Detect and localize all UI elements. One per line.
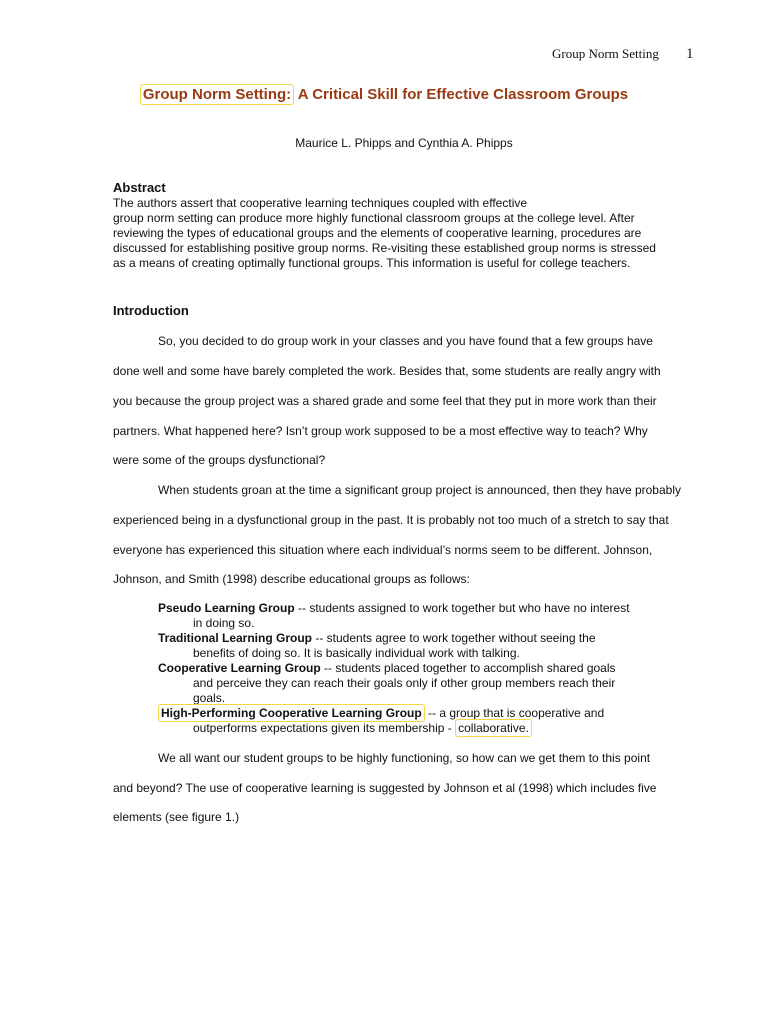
- definition-term: Traditional Learning Group: [158, 631, 313, 645]
- definition-continuation: benefits of doing so. It is basically individual work with talking.: [193, 646, 520, 660]
- title-rest: A Critical Skill for Effective Classroom Groups: [294, 86, 629, 103]
- definition-term-highlight: High-Performing Cooperative Learning Group: [158, 704, 425, 722]
- body-line: you because the group project was a shared grade and some feel that they put in more work than their: [113, 394, 657, 408]
- page-number: 1: [686, 46, 694, 62]
- collaborative-highlight: collaborative.: [455, 719, 532, 737]
- abstract-line: as a means of creating optimally functional groups. This information is useful for college teachers.: [113, 256, 631, 270]
- body-line: done well and some have barely completed the work. Besides that, some students are really angry with: [113, 364, 661, 378]
- definition-term: Pseudo Learning Group: [158, 601, 295, 615]
- abstract-line: discussed for establishing positive group norms. Re-visiting these established group norms is stressed: [113, 241, 656, 255]
- definition-continuation: in doing so.: [193, 616, 255, 630]
- abstract-line: group norm setting can produce more highly functional classroom groups at the college level. After: [113, 211, 635, 225]
- definition-continuation: and perceive they can reach their goals only if other group members reach their: [193, 676, 616, 690]
- definition-continuation: goals.: [193, 691, 226, 705]
- body-line: partners. What happened here? Isn’t group work supposed to be a most effective way to teach? Why: [113, 424, 648, 438]
- abstract-line: The authors assert that cooperative learning techniques coupled with effective: [113, 196, 528, 210]
- definition-text: -- students placed together to accomplish shared goals: [320, 661, 616, 675]
- introduction-heading: Introduction: [113, 303, 189, 318]
- paper-title: [0, 86, 768, 103]
- body-line: everyone has experienced this situation where each individual’s norms seem to be different. Johnson,: [113, 543, 653, 557]
- definition-term: Cooperative Learning Group: [158, 661, 321, 675]
- authors: Maurice L. Phipps and Cynthia A. Phipps: [295, 136, 513, 150]
- definition-text: -- students agree to work together without seeing the: [312, 631, 596, 645]
- body-line: were some of the groups dysfunctional?: [113, 453, 326, 467]
- abstract-body: [113, 196, 713, 271]
- body-line: So, you decided to do group work in your classes and you have found that a few groups have: [158, 334, 653, 348]
- title-highlight: Group Norm Setting:: [140, 84, 294, 105]
- abstract-heading: Abstract: [113, 180, 166, 195]
- body-line: and beyond? The use of cooperative learning is suggested by Johnson et al (1998) which includes five: [113, 781, 657, 795]
- definition-text: -- a group that is cooperative and: [424, 706, 605, 720]
- body-line: Johnson, and Smith (1998) describe educational groups as follows:: [113, 572, 470, 586]
- definition-high-performing: [158, 706, 678, 736]
- body-line: We all want our student groups to be highly functioning, so how can we get them to this point: [158, 751, 651, 765]
- definition-pseudo: [158, 601, 678, 631]
- body-line: elements (see figure 1.): [113, 810, 240, 824]
- running-header: Group Norm Setting: [552, 46, 659, 61]
- continuation-prefix: outperforms expectations given its membership -: [193, 721, 456, 735]
- abstract-line: reviewing the types of educational groups and the elements of cooperative learning, procedures are: [113, 226, 642, 240]
- definition-cooperative: [158, 661, 678, 706]
- definition-traditional: [158, 631, 678, 661]
- body-line: experienced being in a dysfunctional group in the past. It is probably not too much of a stretch to say that: [113, 513, 669, 527]
- definition-continuation: [158, 721, 678, 736]
- body-line: When students groan at the time a significant group project is announced, then they have probably: [158, 483, 681, 497]
- definition-text: -- students assigned to work together but who have no interest: [294, 601, 630, 615]
